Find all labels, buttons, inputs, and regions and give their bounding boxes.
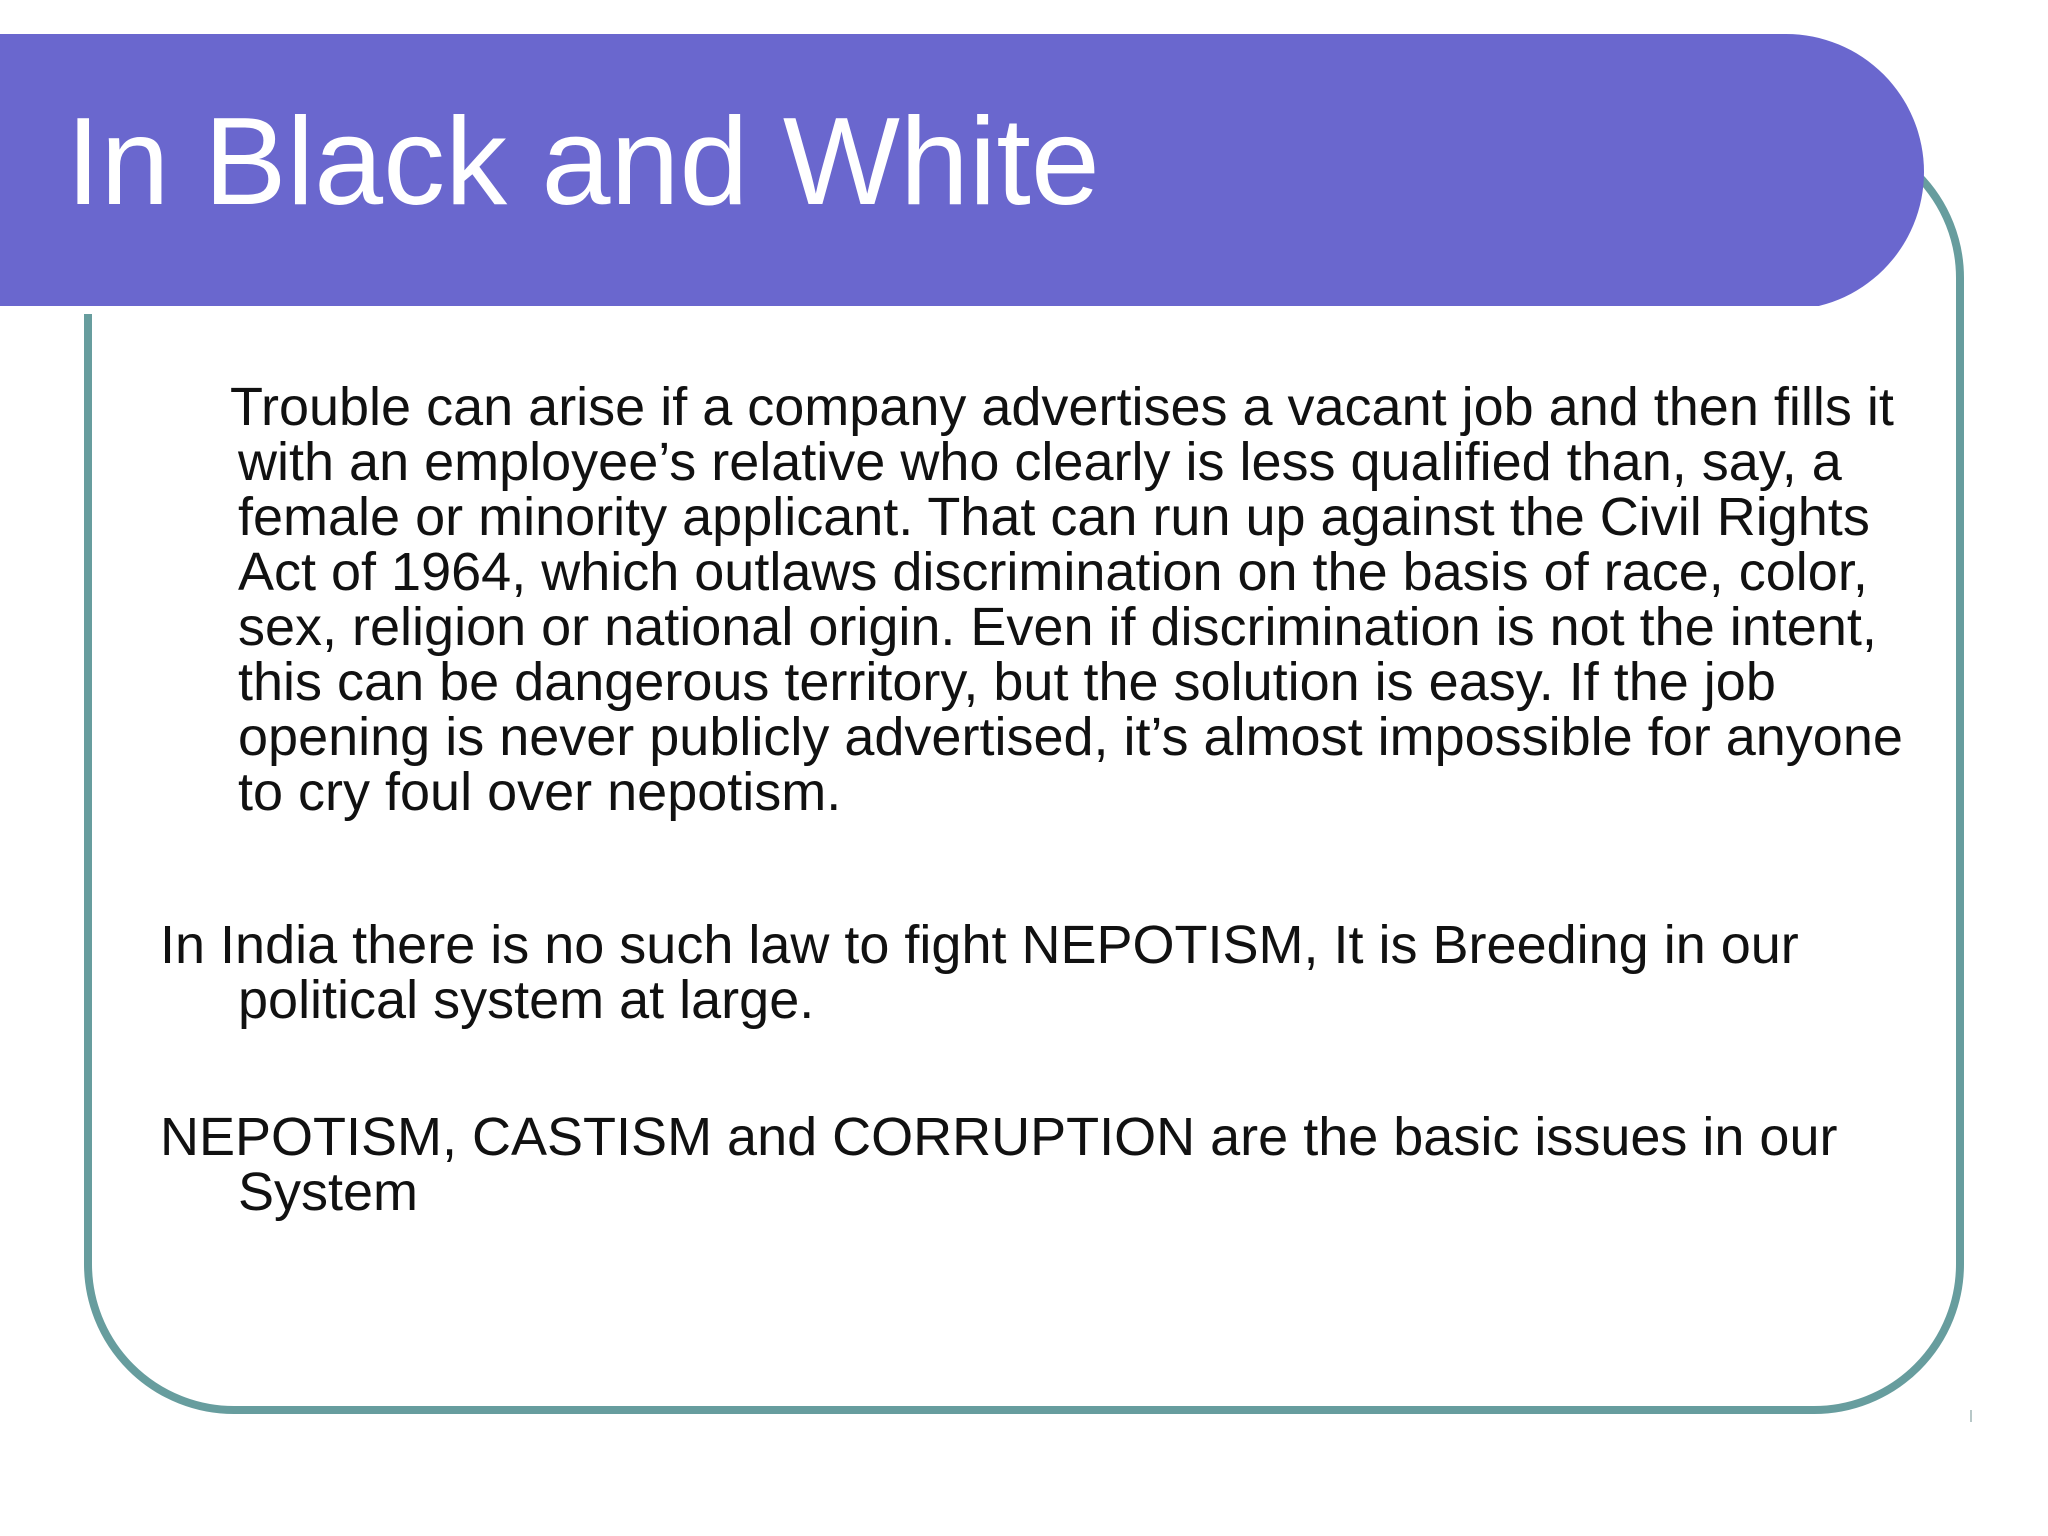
slide-title: In Black and White (66, 93, 1100, 231)
title-underline (0, 306, 1832, 314)
paragraph-basic-issues: NEPOTISM, CASTISM and CORRUPTION are the basic issues in our System (160, 1107, 1838, 1222)
slide-edge-mark (1970, 1410, 1972, 1422)
slide-body (160, 377, 1920, 1222)
paragraph-india-law: In India there is no such law to fight NEPOTISM, It is Breeding in our political system at large. (160, 915, 1799, 1030)
paragraph-civil-rights: Trouble can arise if a company advertises a vacant job and then fills it with an employee’s relative who clearly is less qualified than, say, a female or minority applicant. That can run up against the Civil Rights Act of 1964, which outlaws discrimination on the basis of race, color, sex, religion or national origin. Even if discrimination is not the intent, this can be dangerous territory, but the solution is easy. If the job opening is never publicly advertised, it’s almost impossible for anyone to cry foul over nepotism. (230, 377, 1903, 822)
